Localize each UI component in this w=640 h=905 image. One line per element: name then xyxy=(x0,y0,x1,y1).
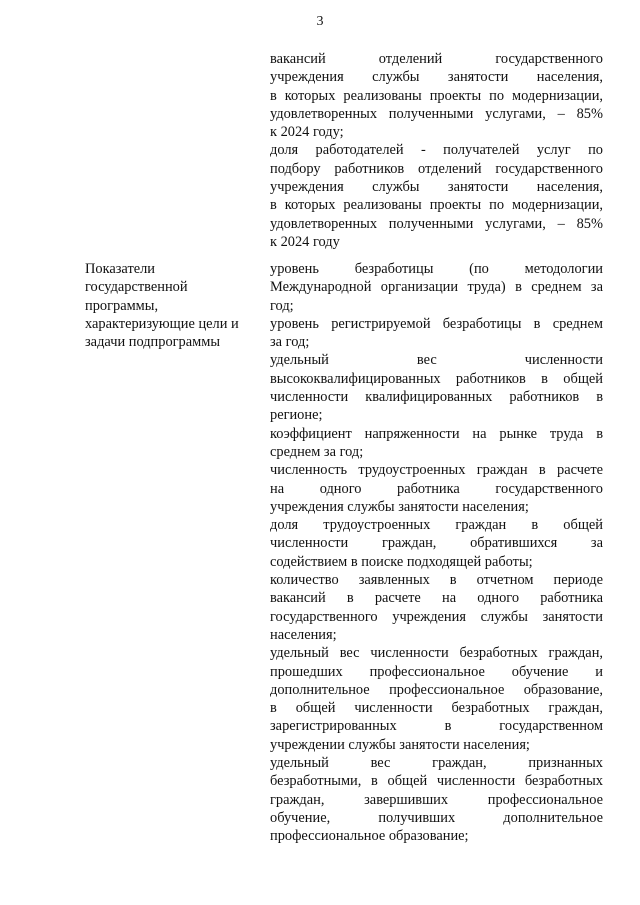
section-label xyxy=(85,260,255,351)
text-line: год; xyxy=(270,297,294,314)
text-line: удовлетворенных полученными услугами, – 85% xyxy=(270,215,603,232)
text-line: численности граждан, обратившихся за xyxy=(270,535,603,552)
text-line: доля трудоустроенных граждан в общей xyxy=(270,517,603,534)
text-line: коэффициент напряженности на рынке труда в xyxy=(270,425,603,442)
indicator-item-5 xyxy=(270,516,603,571)
text-line: удельный вес граждан, признанных xyxy=(270,755,603,772)
text-line: вакансий отделений государственного xyxy=(270,51,603,67)
text-line: численности квалифицированных работников в xyxy=(270,389,603,406)
text-line: учреждения службы занятости населения, xyxy=(270,69,603,86)
text-line: граждан, завершивших профессиональное xyxy=(270,791,603,808)
indicator-item-3 xyxy=(270,425,603,462)
section-label-line: задачи подпрограммы xyxy=(85,334,221,351)
text-line: к 2024 году xyxy=(270,233,340,250)
indicator-item-1 xyxy=(270,315,603,352)
top-paragraph-0 xyxy=(270,50,603,141)
section-label-line: государственной xyxy=(85,279,188,296)
page-number: 3 xyxy=(316,14,324,29)
text-line: содействием в поиске подходящей работы; xyxy=(270,553,533,570)
text-line: вакансий в расчете на одного работника xyxy=(270,590,603,607)
text-line: учреждения службы занятости населения, xyxy=(270,179,603,196)
top-paragraph-1 xyxy=(270,141,603,251)
section-label-line: характеризующие цели и xyxy=(85,315,239,332)
text-line: учреждении службы занятости населения; xyxy=(270,736,530,753)
text-line: высококвалифицированных работников в общей xyxy=(270,370,603,387)
text-line: в которых реализованы проекты по модернизации, xyxy=(270,197,603,214)
text-line: удовлетворенных полученными услугами, – 85% xyxy=(270,105,603,122)
text-line: доля работодателей - получателей услуг по xyxy=(270,142,603,159)
text-line: в общей численности безработных граждан, xyxy=(270,700,603,717)
section-label-line: программы, xyxy=(85,297,159,314)
text-line: удельный вес численности безработных граждан, xyxy=(270,645,603,662)
text-line: уровень безработицы (по методологии xyxy=(270,261,603,277)
text-line: к 2024 году; xyxy=(270,124,344,141)
text-line: численность трудоустроенных граждан в расчете xyxy=(270,462,603,479)
text-line: Международной организации труда) в среднем за xyxy=(270,279,603,296)
text-line: подбору работников отделений государственного xyxy=(270,160,603,177)
section-label-line: Показатели xyxy=(85,261,156,277)
text-line: безработными, в общей численности безработных xyxy=(270,773,603,790)
text-line: профессиональное образование; xyxy=(270,828,469,845)
text-line: в которых реализованы проекты по модернизации, xyxy=(270,87,603,104)
indicator-item-0 xyxy=(270,260,603,315)
text-line: среднем за год; xyxy=(270,443,364,460)
text-line: государственного учреждения службы занятости xyxy=(270,608,603,625)
indicator-item-4 xyxy=(270,461,603,516)
text-line: дополнительное профессиональное образование, xyxy=(270,681,603,698)
indicators-list xyxy=(270,260,603,846)
text-line: удельный вес численности xyxy=(270,352,603,369)
text-line: обучение, получивших дополнительное xyxy=(270,809,603,826)
indicator-item-6 xyxy=(270,571,603,644)
text-line: за год; xyxy=(270,334,310,351)
text-line: регионе; xyxy=(270,407,323,424)
indicator-item-8 xyxy=(270,754,603,845)
indicator-item-2 xyxy=(270,351,603,424)
text-line: прошедших профессиональное обучение и xyxy=(270,663,603,680)
text-line: населения; xyxy=(270,626,337,643)
text-line: учреждения службы занятости населения; xyxy=(270,498,529,515)
top-block-text xyxy=(270,50,603,251)
text-line: на одного работника государственного xyxy=(270,480,603,497)
text-line: уровень регистрируемой безработицы в среднем xyxy=(270,315,603,332)
indicator-item-7 xyxy=(270,644,603,754)
text-line: количество заявленных в отчетном периоде xyxy=(270,572,603,589)
text-line: зарегистрированных в государственном xyxy=(270,718,603,735)
